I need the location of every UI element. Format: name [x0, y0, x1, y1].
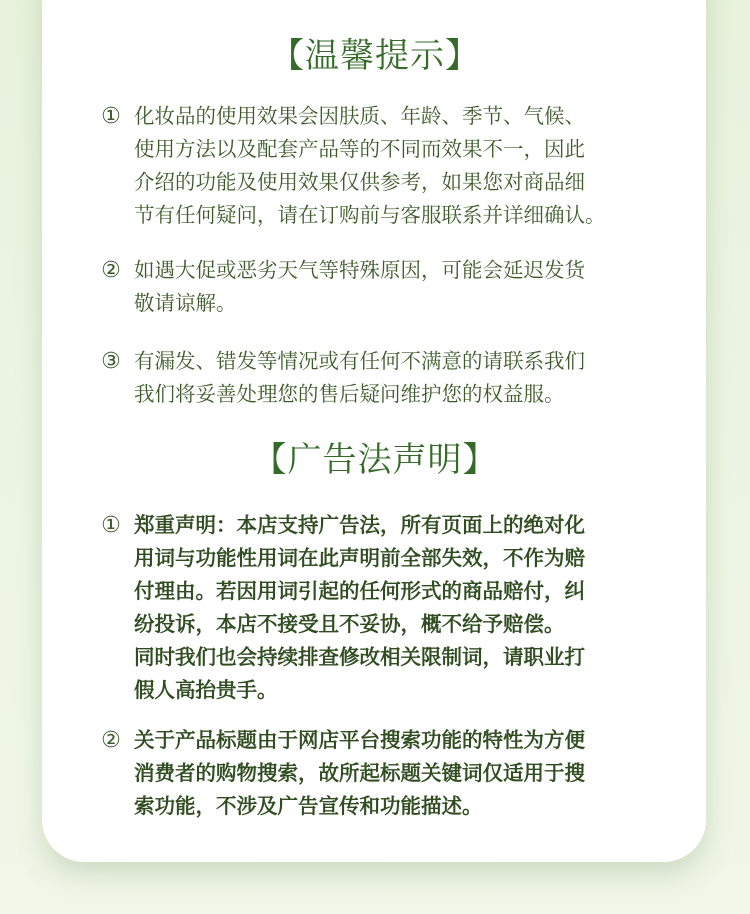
tips-item-1-number: ① — [101, 104, 121, 129]
tips-item-1-line-3: 介绍的功能及使用效果仅供参考，如果您对商品细 — [134, 170, 585, 194]
ad-law-item-2-line-2: 消费者的购物搜索，故所起标题关键词仅适用于搜 — [134, 761, 585, 785]
ad-law-item-1-line-6: 假人高抬贵手。 — [134, 678, 278, 702]
tips-item-3-line-1: 有漏发、错发等情况或有任何不满意的请联系我们 — [134, 349, 585, 373]
tips-item-3-number: ③ — [101, 349, 121, 374]
tips-item-1-line-4: 节有任何疑问，请在订购前与客服联系并详细确认。 — [134, 203, 606, 227]
ad-law-item-1-number: ① — [101, 513, 121, 538]
ad-law-title: 【广告法声明】 — [252, 440, 498, 480]
tips-item-2-number: ② — [101, 258, 121, 283]
ad-law-item-1-line-1: 郑重声明：本店支持广告法，所有页面上的绝对化 — [134, 513, 585, 537]
tips-item-1-line-1: 化妆品的使用效果会因肤质、年龄、季节、气候、 — [134, 104, 585, 128]
tips-item-1-line-2: 使用方法以及配套产品等的不同而效果不一，因此 — [134, 137, 585, 161]
ad-law-item-1-line-4: 纷投诉，本店不接受且不妥协，概不给予赔偿。 — [134, 612, 565, 636]
ad-law-item-2-number: ② — [101, 728, 121, 753]
ad-law-item-2-line-3: 索功能，不涉及广告宣传和功能描述。 — [134, 794, 483, 818]
tips-item-2-line-2: 敬请谅解。 — [134, 291, 237, 315]
tips-title: 【温馨提示】 — [270, 36, 480, 76]
ad-law-item-1-line-2: 用词与功能性用词在此声明前全部失效，不作为赔 — [134, 546, 585, 570]
tips-item-2-line-1: 如遇大促或恶劣天气等特殊原因，可能会延迟发货 — [134, 258, 585, 282]
ad-law-item-1-line-3: 付理由。若因用词引起的任何形式的商品赔付，纠 — [134, 579, 585, 603]
tips-item-3-line-2: 我们将妥善处理您的售后疑问维护您的权益服。 — [134, 382, 565, 406]
ad-law-item-1-line-5: 同时我们也会持续排查修改相关限制词，请职业打 — [134, 645, 585, 669]
ad-law-item-2-line-1: 关于产品标题由于网店平台搜索功能的特性为方便 — [134, 728, 585, 752]
